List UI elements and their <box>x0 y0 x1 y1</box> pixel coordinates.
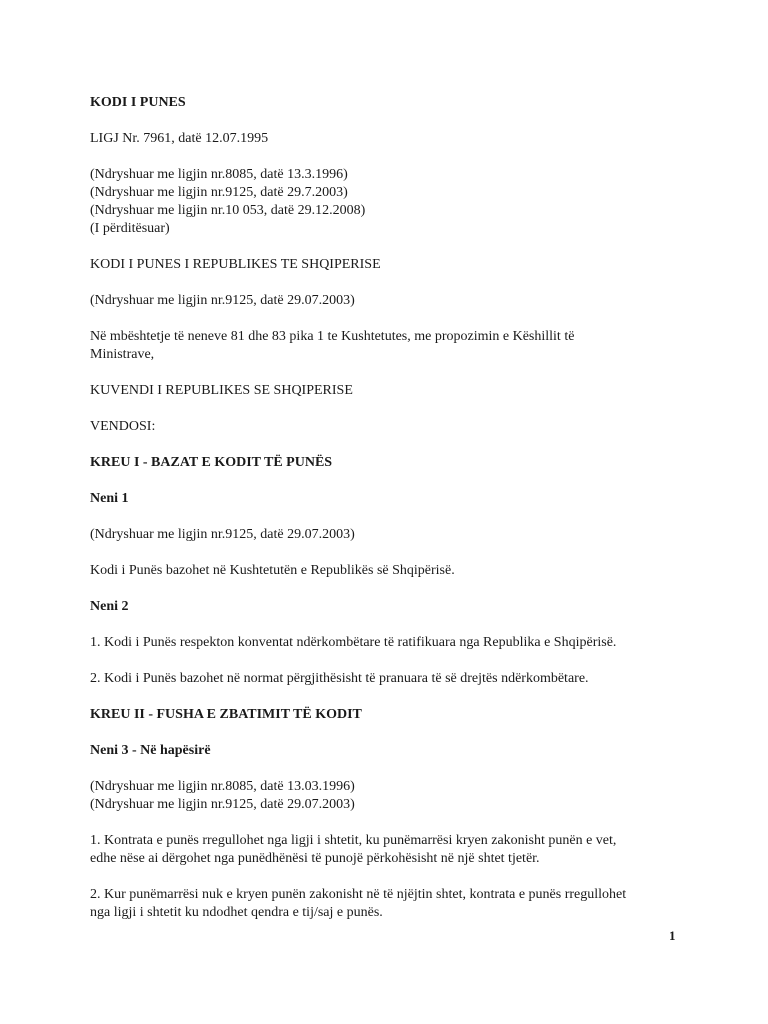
article-paragraph: 2. Kodi i Punës bazohet në normat përgjithësisht të pranuara të së drejtës ndërkombëtare. <box>90 671 589 686</box>
decision-label: VENDOSI: <box>90 419 156 434</box>
assembly-name: KUVENDI I REPUBLIKES SE SHQIPERISE <box>90 383 353 398</box>
article-paragraph-line: 1. Kontrata e punës rregullohet nga ligji i shtetit, ku punëmarrësi kryen zakonisht punën e vet, <box>90 833 617 848</box>
chapter-heading: KREU II - FUSHA E ZBATIMIT TË KODIT <box>90 707 362 722</box>
page-number: 1 <box>669 928 676 943</box>
amendment-note: (Ndryshuar me ligjin nr.9125, datë 29.07.2003) <box>90 293 355 308</box>
amendment-note: (Ndryshuar me ligjin nr.8085, datë 13.3.1996) <box>90 167 348 182</box>
article-heading: Neni 3 - Në hapësirë <box>90 743 211 758</box>
article-paragraph: 1. Kodi i Punës respekton konventat ndërkombëtare të ratifikuara nga Republika e Shqipërisë. <box>90 635 617 650</box>
amendment-note: (Ndryshuar me ligjin nr.9125, datë 29.07.2003) <box>90 527 355 542</box>
chapter-heading: KREU I - BAZAT E KODIT TË PUNËS <box>90 455 333 470</box>
article-heading: Neni 2 <box>90 599 129 614</box>
article-paragraph-line: nga ligji i shtetit ku ndodhet qendra e tij/saj e punës. <box>90 905 383 920</box>
article-paragraph-line: edhe nëse ai dërgohet nga punëdhënësi të punojë përkohësisht në një shtet tjetër. <box>90 851 540 866</box>
article-heading: Neni 1 <box>90 491 129 506</box>
document-title: KODI I PUNES <box>90 95 186 110</box>
article-paragraph-line: 2. Kur punëmarrësi nuk e kryen punën zakonisht në të njëjtin shtet, kontrata e punës rregullohet <box>90 887 627 902</box>
amendment-note: (Ndryshuar me ligjin nr.9125, datë 29.7.2003) <box>90 185 348 200</box>
article-paragraph: Kodi i Punës bazohet në Kushtetutën e Republikës së Shqipërisë. <box>90 563 455 578</box>
updated-note: (I përditësuar) <box>90 221 170 236</box>
document-body <box>90 94 690 922</box>
amendment-note: (Ndryshuar me ligjin nr.10 053, datë 29.12.2008) <box>90 203 366 218</box>
preamble-line: Ministrave, <box>90 347 155 362</box>
document-subtitle: KODI I PUNES I REPUBLIKES TE SHQIPERISE <box>90 257 381 272</box>
preamble-line: Në mbështetje të neneve 81 dhe 83 pika 1 te Kushtetutes, me propozimin e Këshillit të <box>90 329 575 344</box>
law-number: LIGJ Nr. 7961, datë 12.07.1995 <box>90 131 269 146</box>
amendment-note: (Ndryshuar me ligjin nr.9125, datë 29.07.2003) <box>90 797 355 812</box>
amendment-note: (Ndryshuar me ligjin nr.8085, datë 13.03.1996) <box>90 779 355 794</box>
